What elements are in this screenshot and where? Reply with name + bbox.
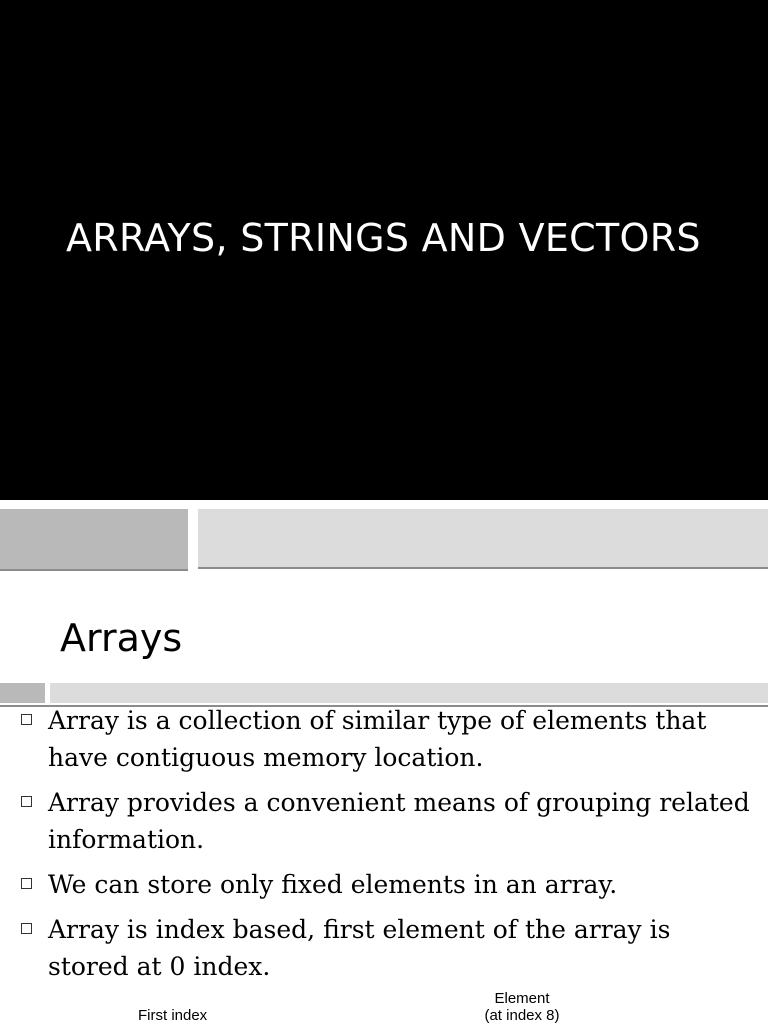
bullet-list	[18, 702, 758, 993]
square-bullet-icon	[21, 714, 32, 725]
header-band-right	[198, 509, 768, 569]
element-label-line1: Element	[494, 990, 550, 1007]
square-bullet-icon	[21, 878, 32, 889]
element-label-line2: (at index 8)	[484, 1007, 560, 1024]
title-slide-heading: ARRAYS, STRINGS AND VECTORS	[66, 216, 701, 260]
list-item	[18, 866, 758, 903]
title-slide	[0, 0, 768, 500]
header-band-left	[0, 509, 188, 571]
square-bullet-icon	[21, 923, 32, 934]
title-band-right	[50, 683, 768, 703]
list-item	[18, 702, 758, 776]
title-band-left	[0, 683, 45, 703]
first-index-label: First index	[138, 1007, 208, 1024]
bullet-text: We can store only fixed elements in an array.	[48, 870, 618, 899]
slide-heading: Arrays	[60, 616, 183, 660]
list-item	[18, 784, 758, 858]
square-bullet-icon	[21, 796, 32, 807]
bullet-text: Array provides a convenient means of grouping related information.	[48, 788, 750, 854]
element-label	[466, 990, 578, 1024]
list-item	[18, 911, 758, 985]
bullet-text: Array is index based, first element of the array is stored at 0 index.	[48, 915, 671, 981]
bullet-text: Array is a collection of similar type of elements that have contiguous memory location.	[48, 706, 707, 772]
